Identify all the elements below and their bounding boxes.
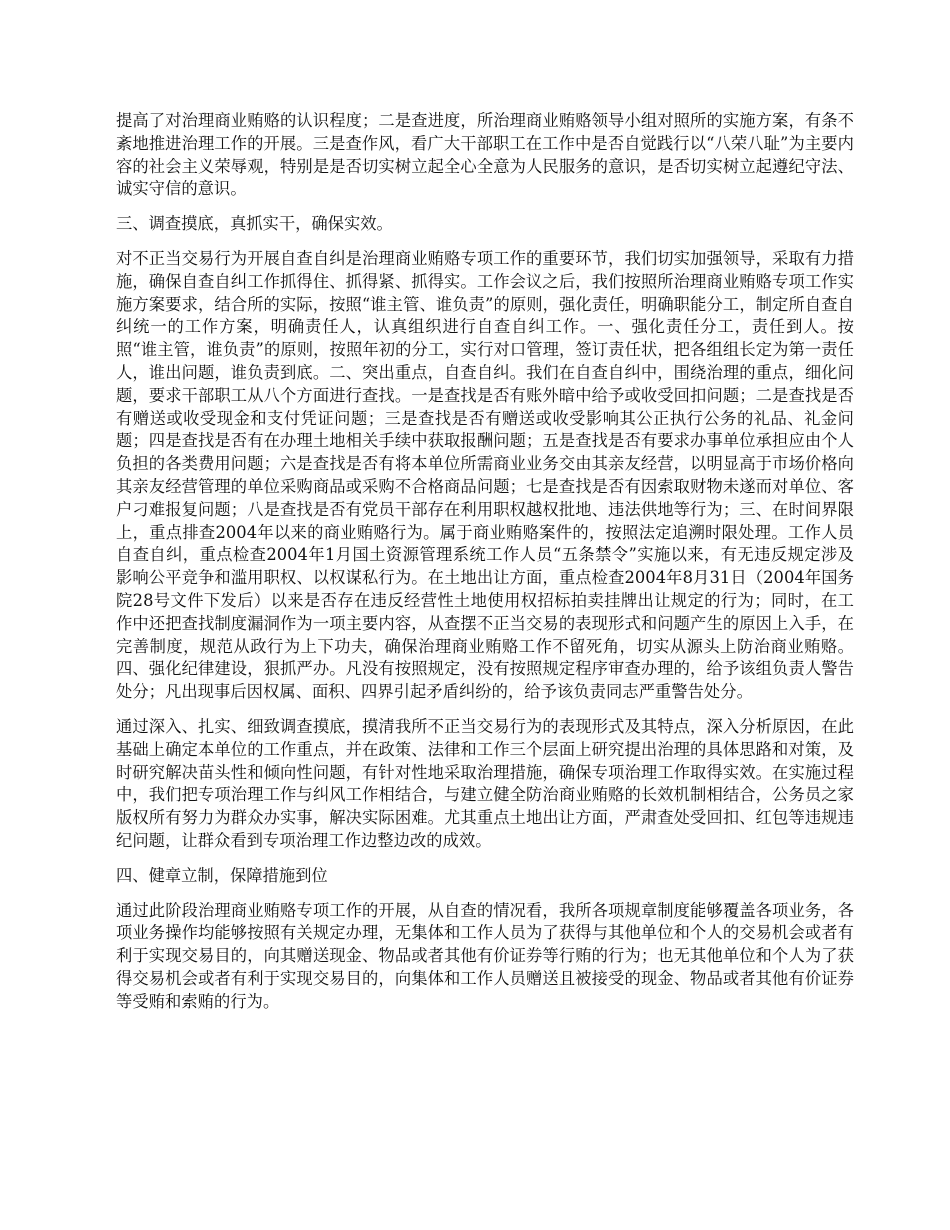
paragraph-inspection-scope: 提高了对治理商业贿赂的认识程度；二是查进度，所治理商业贿赂领导小组对照所的实施方案，有条不紊地推进治理工作的开展。三是查作风，看广大干部职工在工作中是否自觉践行以“八荣八耻”为主要内容的社会主义荣辱观，特别是是否切实树立起全心全意为人民服务的意识，是否切实树立起遵纪守法、诚实守信的意识。 (116, 111, 854, 199)
section-heading-4: 四、健章立制，保障措施到位 (116, 865, 328, 885)
document-body (116, 110, 854, 1025)
paragraph-rules-summary: 通过此阶段治理商业贿赂专项工作的开展，从自查的情况看，我所各项规章制度能够覆盖各项业务，各项业务操作均能够按照有关规定办理，无集体和工作人员为了获得与其他单位和个人的交易机会或者有利于实现交易目的，向其赠送现金、物品或者其他有价证券等行贿的行为；也无其他单位和个人为了获得交易机会或者有利于实现交易目的，向集体和工作人员赠送且被接受的现金、物品或者其他有价证券等受贿和索贿的行为。 (116, 900, 854, 1011)
section-heading-3: 三、调查摸底，真抓实干，确保实效。 (116, 214, 393, 234)
paragraph-self-inspection: 对不正当交易行为开展自查自纠是治理商业贿赂专项工作的重要环节，我们切实加强领导，采取有力措施，确保自查自纠工作抓得住、抓得紧、抓得实。工作会议之后，我们按照所治理商业贿赂专项工作实施方案要求，结合所的实际，按照“谁主管、谁负责”的原则，强化责任，明确职能分工，制定所自查自纠统一的工作方案，明确责任人，认真组织进行自查自纠工作。一、强化责任分工，责任到人。按照“谁主管，谁负责”的原则，按照年初的分工，实行对口管理，签订责任状，把各组组长定为第一责任人，谁出问题，谁负责到底。二、突出重点，自查自纠。我们在自查自纠中，围绕治理的重点，细化问题，要求干部职工从八个方面进行查找。一是查找是否有账外暗中给予或收受回扣问题；二是查找是否有赠送或收受现金和支付凭证问题；三是查找是否有赠送或收受影响其公正执行公务的礼品、礼金问题；四是查找是否有在办理土地相关手续中获取报酬问题；五是查找是否有要求办事单位承担应由个人负担的各类费用问题；六是查找是否有将本单位所需商业业务交由其亲友经营，以明显高于市场价格向其亲友经营管理的单位采购商品或采购不合格商品问题；七是查找是否有因索取财物未遂而对单位、客户刁难报复问题；八是查找是否有党员干部存在利用职权越权批地、违法供地等行为；三、在时间界限上，重点排查2004年以来的商业贿赂行为。属于商业贿赂案件的，按照法定追溯时限处理。工作人员自查自纠，重点检查2004年1月国土资源管理系统工作人员“五条禁令”实施以来，有无违反规定涉及影响公平竞争和滥用职权、以权谋私行为。在土地出让方面，重点检查2004年8月31日（2004年国务院28号文件下发后）以来是否存在违反经营性土地使用权招标拍卖挂牌出让规定的行为；同时，在工作中还把查找制度漏洞作为一项主要内容，从查摆不正当交易的表现形式和问题产生的原因上入手，在完善制度，规范从政行为上下功夫，确保治理商业贿赂工作不留死角，切实从源头上防治商业贿赂。四、强化纪律建设，狠抓严办。凡没有按照规定，没有按照规定程序审查办理的，给予该组负责人警告处分；凡出现事后因权属、面积、四界引起矛盾纠纷的，给予该负责同志严重警告处分。 (116, 248, 854, 702)
paragraph-investigation-results: 通过深入、扎实、细致调查摸底，摸清我所不正当交易行为的表现形式及其特点，深入分析原因，在此基础上确定本单位的工作重点，并在政策、法律和工作三个层面上研究提出治理的具体思路和对策，及时研究解决苗头性和倾向性问题，有针对性地采取治理措施，确保专项治理工作取得实效。在实施过程中，我们把专项治理工作与纠风工作相结合，与建立健全防治商业贿赂的长效机制相结合，公务员之家版权所有努力为群众办实事，解决实际困难。尤其重点土地出让方面，严肃查处受回扣、红包等违规违纪问题，让群众看到专项治理工作边整边改的成效。 (116, 716, 854, 850)
